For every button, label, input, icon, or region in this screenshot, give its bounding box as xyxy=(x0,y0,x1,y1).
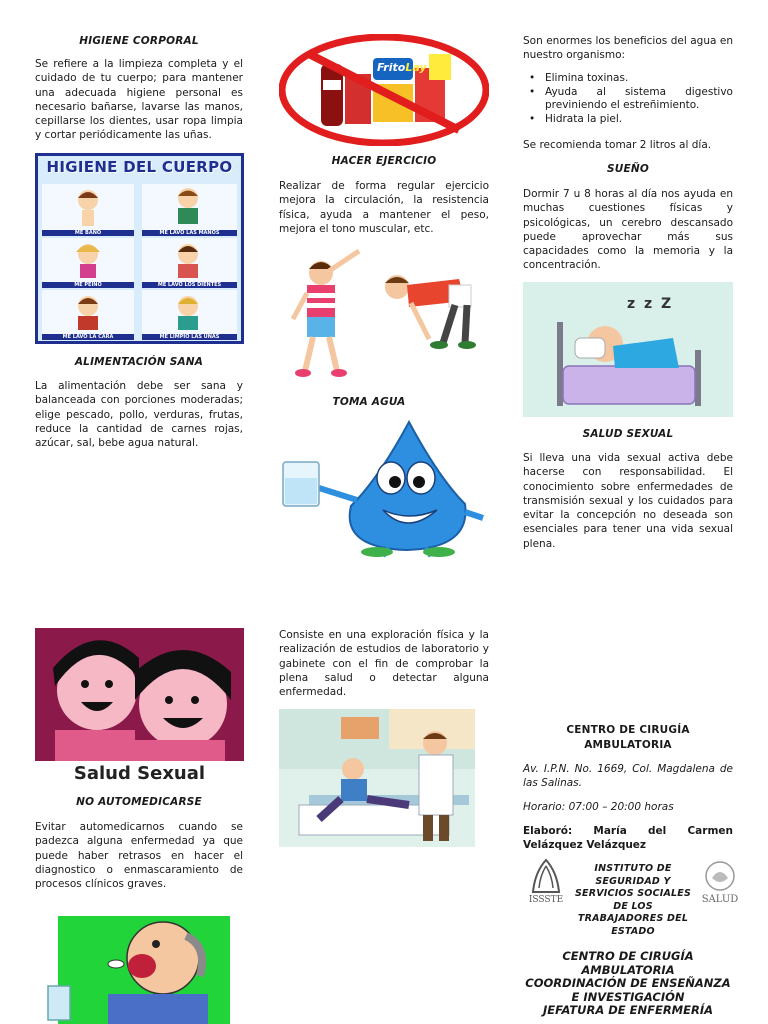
footer-block xyxy=(516,950,740,1018)
exercise-image xyxy=(279,245,489,385)
prohibited-junk-food-icon xyxy=(279,34,489,146)
footer-line: CENTRO DE CIRUGÍA xyxy=(562,949,694,963)
agua-recomendacion: Se recomienda tomar 2 litros al día. xyxy=(523,139,712,151)
hacer-ejercicio-heading: HACER EJERCICIO xyxy=(331,155,437,167)
agua-beneficios-list xyxy=(523,72,733,126)
junk-brand-part: Frito xyxy=(377,61,406,74)
man-taking-pills-illustration xyxy=(38,916,230,1024)
salud-logo xyxy=(698,860,742,912)
no-automedicarse-text: Evitar automedicarnos cuando se padezca alguna enfermedad ya que puede haber retrasos en hacer el diagnostico o enmascaramiento de procesos clínicos graves. xyxy=(35,821,243,891)
salud-sexual-image-caption: Salud Sexual xyxy=(73,763,206,784)
happy-couple-illustration xyxy=(35,628,244,761)
poster-caption: ME LAVO LAS MANOS xyxy=(142,230,237,236)
higiene-del-cuerpo-poster xyxy=(35,153,244,344)
sleep-image xyxy=(523,282,733,417)
footer-line: E INVESTIGACIÓN xyxy=(571,989,685,1004)
issste-logo xyxy=(523,858,569,908)
mexico-eagle-seal-icon xyxy=(698,860,742,894)
alimentacion-sana-text: La alimentación debe ser sana y balanceada con porciones moderadas; elige pescado, pollo, verduras, frutas, reduce la cantidad de carnes rojas, azúcar, sal, bebe agua natural. xyxy=(35,380,243,450)
address-text: Av. I.P.N. No. 1669, Col. Magdalena de las Salinas. xyxy=(523,763,733,790)
chequeo-medico-text: Consiste en una exploración física y la realización de estudios de laboratorio y gabinete con el fin de comprobar la plena salud o detectar alguna enfermedad. xyxy=(279,629,489,699)
elaboro-text: Elaboró: María del Carmen Velázquez Velázquez xyxy=(523,825,733,852)
no-automedicarse-heading: NO AUTOMEDICARSE xyxy=(76,796,202,808)
toma-agua-heading: TOMA AGUA xyxy=(332,396,406,408)
poster-illustrations xyxy=(38,180,241,340)
poster-caption: ME BAÑO xyxy=(42,230,134,236)
salud-sexual-image xyxy=(35,628,244,788)
salud-logo-text: SALUD xyxy=(701,894,739,905)
sueno-heading: SUEÑO xyxy=(607,163,649,175)
agua-beneficios-intro: Son enormes los beneficios del agua en nuestro organismo: xyxy=(523,35,733,62)
issste-logo-text: ISSSTE xyxy=(528,895,564,905)
footer-line: AMBULATORIA xyxy=(581,962,675,977)
list-item: • Ayuda al sistema digestivo previniendo el estreñimiento. xyxy=(523,86,733,113)
issste-emblem-icon xyxy=(523,858,569,896)
list-item: • Elimina toxinas. xyxy=(523,72,733,86)
footer-line: COORDINACIÓN DE ENSEÑANZA xyxy=(525,976,731,991)
list-item: • Hidrata la piel. xyxy=(523,113,733,127)
alimentacion-sana-heading: ALIMENTACIÓN SANA xyxy=(74,356,204,368)
hacer-ejercicio-text: Realizar de forma regular ejercicio mejora la circulación, la resistencia física, ayuda a mantener el peso, mejora el tono muscular, etc. xyxy=(279,180,489,235)
junk-brand-label xyxy=(377,61,427,74)
water-drop-mascot-illustration xyxy=(279,418,489,558)
poster-caption: ME LIMPIO LAS UÑAS xyxy=(142,334,237,340)
poster-title: HIGIENE DEL CUERPO xyxy=(46,158,233,176)
poster-caption: ME PEINO xyxy=(42,282,134,288)
higiene-corporal-text: Se refiere a la limpieza completa y el cuidado de tu cuerpo; para mantener una adecuada higiene personal es necesario bañarse, lavarse las manos, cepillarse los dientes, usar ropa limpia y cortar periódicamente las uñas. xyxy=(35,58,243,142)
no-junk-food-image xyxy=(279,34,489,146)
self-medication-image xyxy=(38,916,230,1024)
junk-brand-part: Lay xyxy=(405,61,427,74)
sueno-text: Dormir 7 u 8 horas al día nos ayuda en muchas cuestiones físicas y psicológicas, un cerebro descansado puede aprovechar más sus capacidades como la memoria y la concentración. xyxy=(523,188,733,272)
poster-caption: ME LAVO LA CARA xyxy=(42,334,134,340)
doctor-visit-image xyxy=(279,709,475,847)
salud-sexual-text: Si lleva una vida sexual activa debe hacerse con responsabilidad. El conocimiento sobre enfermedades de transmisión sexual y los cuidados para evitar la concepción no deseada son esenciales para tener una vida sexual plena. xyxy=(523,452,733,550)
kids-exercising-illustration xyxy=(279,245,489,385)
higiene-corporal-heading: HIGIENE CORPORAL xyxy=(79,35,199,47)
instituto-text: INSTITUTO DE SEGURIDAD Y SERVICIOS SOCIALES DE LOS TRABAJADORES DEL ESTADO xyxy=(574,863,692,937)
horario-text: Horario: 07:00 – 20:00 horas xyxy=(523,801,674,813)
salud-sexual-heading: SALUD SEXUAL xyxy=(582,428,674,440)
doctor-patient-illustration xyxy=(279,709,475,847)
sleep-zzz: z z Z xyxy=(627,296,674,312)
centro-cirugia-heading: CENTRO DE CIRUGÍA AMBULATORIA xyxy=(566,724,690,751)
water-drop-image xyxy=(279,418,489,558)
poster-caption: ME LAVO LOS DIENTES xyxy=(142,282,237,288)
footer-line: JEFATURA DE ENFERMERÍA xyxy=(542,1003,714,1018)
